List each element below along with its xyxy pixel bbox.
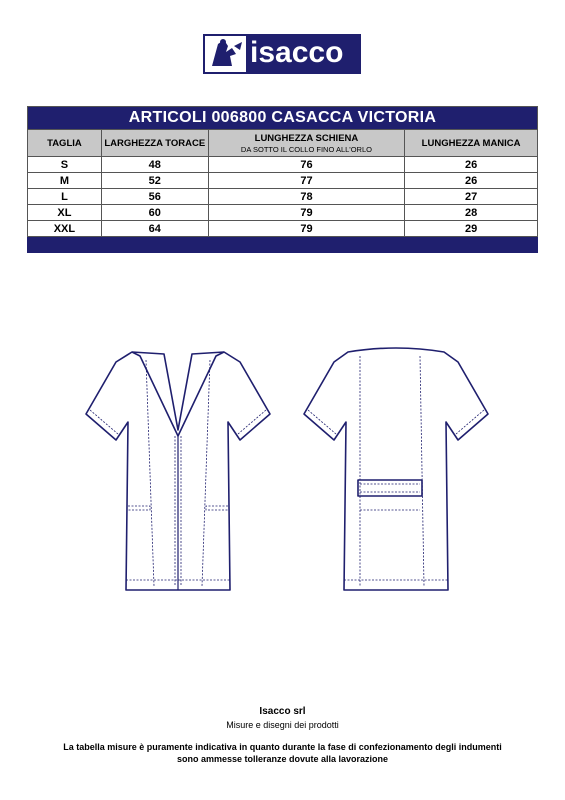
cell-chest: 52 [101,173,208,189]
table-row [28,221,538,237]
cell-sleeve: 26 [405,173,538,189]
cell-sleeve: 26 [405,157,538,173]
disclaimer [30,741,535,765]
cell-back: 79 [208,205,405,221]
table-footer-band [28,237,538,253]
size-table [27,106,538,253]
cell-chest: 64 [101,221,208,237]
table-row [28,157,538,173]
cell-size: S [28,157,102,173]
header-back-label: LUNGHEZZA SCHIENA [254,132,359,144]
header-back [208,130,405,157]
cell-sleeve: 27 [405,189,538,205]
header-back-sub: DA SOTTO IL COLLO FINO ALL'ORLO [240,144,372,154]
cell-chest: 60 [101,205,208,221]
cell-chest: 48 [101,157,208,173]
cell-sleeve: 28 [405,205,538,221]
cell-size: L [28,189,102,205]
isacco-logo [203,34,361,74]
garment-front-drawing [80,340,276,592]
company-name: Isacco srl [259,706,306,717]
table-row [28,205,538,221]
cell-back: 76 [208,157,405,173]
cell-back: 78 [208,189,405,205]
cell-chest: 56 [101,189,208,205]
cell-size: XXL [28,221,102,237]
disclaimer-line-1: La tabella misure è puramente indicativa in quanto durante la fase di confezionamento degli indumenti [63,742,502,752]
table-row [28,173,538,189]
table-title: ARTICOLI 006800 CASACCA VICTORIA [28,107,538,130]
header-size: TAGLIA [28,130,102,157]
header-chest: LARGHEZZA TORACE [101,130,208,157]
cell-size: XL [28,205,102,221]
brand-figure-icon [206,36,246,72]
table-row [28,189,538,205]
cell-size: M [28,173,102,189]
disclaimer-line-2: sono ammesse tolleranze dovute alla lavorazione [176,754,389,764]
brand-name: isacco [246,36,359,72]
cell-back: 79 [208,221,405,237]
cell-sleeve: 29 [405,221,538,237]
header-sleeve: LUNGHEZZA MANICA [405,130,538,157]
cell-back: 77 [208,173,405,189]
garment-back-drawing [298,340,494,592]
footer-subtitle: Misure e disegni dei prodotti [226,720,339,730]
